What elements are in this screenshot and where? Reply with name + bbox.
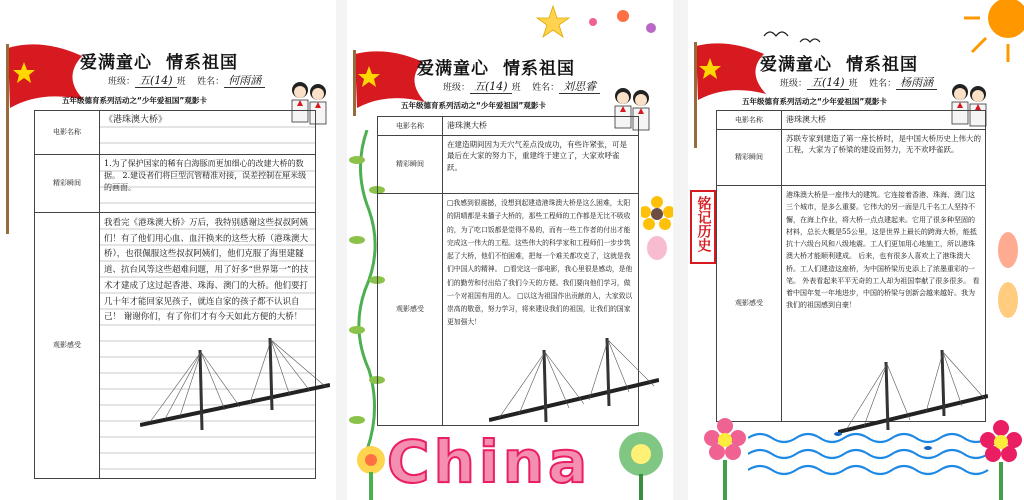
viewing-feeling-text: 港珠澳大桥是一座伟大的建筑。它连接着香港、珠海、澳门这三个城市，是多么重要。它伟大的另一面是几千名工人坚持不懈，在海上作业，将大桥一点点建起来。它用了很多种坚固的材料，总长大概是55公里，这是世界上最长的跨海大桥，能抵抗十六级台风和八级地震。工人们更加用心地施工，所以港珠澳大桥才能顺利建成。 后来，也有很多人喜欢上了港珠澳大桥。工人们建造这座桥，为中国桥梁历史添上了浓墨重彩的一笔。 外表看起来平平无奇的工人却为祖国奉献了很多很多。 看着中国年复一年地进步，中国的桥梁与创新会越来越好。我为我们的祖国感到自豪！ xyxy=(782,186,986,422)
sun-icon xyxy=(958,0,1024,70)
highlight-moment-text: 1.为了保护国家的稀有白海豚而更加细心的改建大桥的数据。 2.建设者们将巨型沉管精准对接，误差控制在厘米级的画面。 xyxy=(100,155,316,213)
viewing-feeling-text: □我感到很震撼，没想到起建造港珠澳大桥是这么困难，太阳的阴晴都是未播子大桥的，那些工程师的工作都是无比不吸收的，为了吃口饭都是觉得不易的，而有一些工作者的付出才能完成这一伟大的工程。这些伟大的科学家和工程师们一步步筑起了大桥，他们不怕困难，把每一个难关都攻克了，这就是我们中国人的精神。 □看完这一部电影，我心里很是感动，是他们的勤劳和付出给了我们今天的方便。我们要向他们学习，做一个对祖国有用的人。 □以这为祖国作出贡献的人，大家致以崇高的敬意，努力学习，将来建设我们的祖国，让我们的国家更加强大！ xyxy=(443,194,639,426)
movie-name-value: 《港珠澳大桥》 xyxy=(100,111,316,155)
waves-icon xyxy=(748,428,998,488)
row-label: 电影名称 xyxy=(717,111,782,130)
star-decoration-icon xyxy=(533,2,673,58)
class-value: 五(14) xyxy=(807,76,849,90)
card-subtitle: 五年级德育系列活动之“少年爱祖国”观影卡 xyxy=(401,101,546,110)
birds-icon xyxy=(760,22,840,52)
highlight-moment-text: 苏联专家到建造了第一座长桥时，是中国大桥历史上伟大的工程，大家为了桥梁的建设而努力，无不欢呼雀跃。 xyxy=(782,130,986,186)
observation-card-2 xyxy=(347,0,673,500)
class-name-line: 班级： 五(14) 班 姓名： 杨雨涵 xyxy=(780,74,937,90)
movie-name-value: 港珠澳大桥 xyxy=(443,117,639,136)
table-row xyxy=(717,111,986,130)
china-lettering: China xyxy=(387,428,592,496)
flowers-icon xyxy=(702,418,748,500)
table-row xyxy=(35,155,316,213)
table-row xyxy=(378,136,639,194)
table-row xyxy=(378,117,639,136)
observation-card-1 xyxy=(0,0,336,500)
bridge-drawing-icon xyxy=(140,330,330,440)
sheet-divider xyxy=(673,0,688,500)
card-title: 爱满童心 情系祖国 xyxy=(760,55,918,75)
card-title: 爱满童心 情系祖国 xyxy=(80,53,238,73)
leaf-decoration-icon xyxy=(988,230,1024,330)
row-label: 观影感受 xyxy=(717,186,782,422)
remember-history-badge: 铭记历史 xyxy=(690,190,716,264)
row-label: 精彩瞬间 xyxy=(717,130,782,186)
observation-card-3 xyxy=(688,0,1024,500)
flowers-icon xyxy=(978,420,1024,500)
card-subtitle: 五年级德育系列活动之“少年爱祖国”观影卡 xyxy=(742,97,887,106)
flowers-icon xyxy=(351,440,391,500)
class-name-line: 班级： 五(14) 班 姓名： 刘思睿 xyxy=(443,78,600,94)
student-name: 刘思睿 xyxy=(559,80,600,94)
bridge-drawing-icon xyxy=(838,340,988,440)
class-value: 五(14) xyxy=(135,74,177,88)
sheet-divider xyxy=(336,0,347,500)
sunflower-icon xyxy=(641,196,673,268)
row-label: 精彩瞬间 xyxy=(378,136,443,194)
table-row xyxy=(717,130,986,186)
table-row xyxy=(35,111,316,155)
viewing-feeling-text: 我看完《港珠澳大桥》万后，我特别感谢这些叔叔阿姨们！有了他们用心血、血汗换来的这些大桥（港珠澳大桥），也很佩服这些叔叔阿姨们，他们克服了海里建隧道、抗台风等这些超难问题，用了好多“世界第一”的技术才建成了这过起香港、珠海、澳门的大桥。他们要打几十年才能回家见孩子，就连自家的孩子都不认识自己！ 谢谢你们，有了你们才有今天如此方便的大桥！ xyxy=(100,213,316,479)
card-subtitle: 五年级德育系列活动之“少年爱祖国”观影卡 xyxy=(62,96,207,105)
student-name: 何雨涵 xyxy=(224,74,265,88)
row-label: 精彩瞬间 xyxy=(35,155,100,213)
row-label: 观影感受 xyxy=(35,213,100,479)
card-title: 爱满童心 情系祖国 xyxy=(417,59,575,79)
highlight-moment-text: 在建造期间因为天穴气差点没成功，有些许紧张，可是最后在大家的努力下，重建终于建立了，大家欢呼雀跃。 xyxy=(443,136,639,194)
row-label: 电影名称 xyxy=(35,111,100,155)
bridge-drawing-icon xyxy=(489,330,659,430)
row-label: 观影感受 xyxy=(378,194,443,426)
flowers-icon xyxy=(609,424,673,500)
student-name: 杨雨涵 xyxy=(896,76,937,90)
row-label: 电影名称 xyxy=(378,117,443,136)
movie-name-value: 港珠澳大桥 xyxy=(782,111,986,130)
class-value: 五(14) xyxy=(470,80,512,94)
class-name-line: 班级： 五(14) 班 姓名： 何雨涵 xyxy=(108,72,265,88)
